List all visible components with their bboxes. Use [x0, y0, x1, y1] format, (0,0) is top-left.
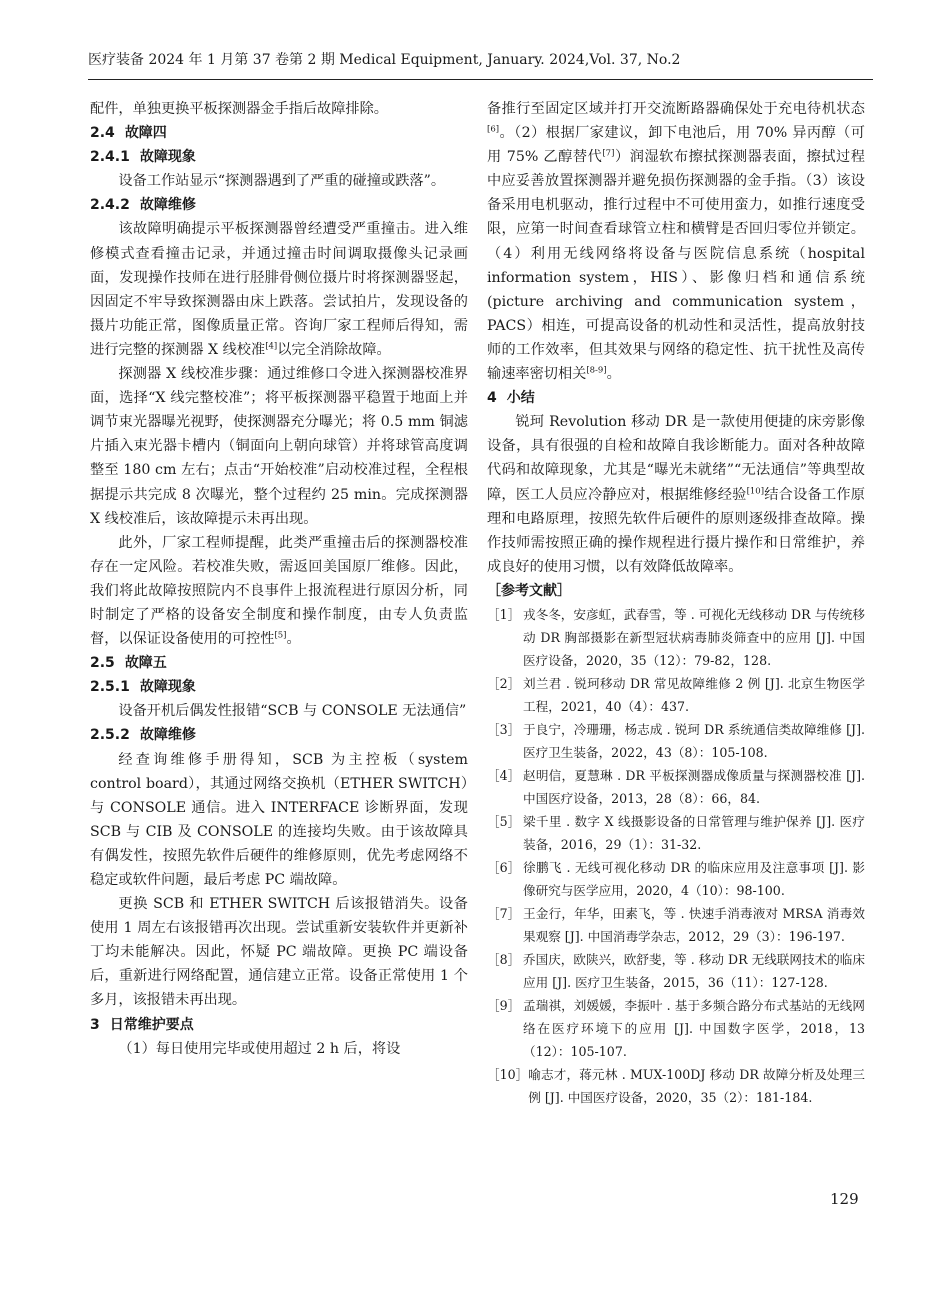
- section-2-5-2-heading: [90, 723, 468, 747]
- reference-item: [487, 672, 865, 718]
- reference-text: 于良宁，冷珊珊，杨志成 . 锐珂 DR 系统通信类故障维修 [J]. 医疗卫生装备，2022，43（8）：105-108.: [523, 721, 865, 760]
- header-rule: [88, 79, 873, 80]
- paragraph-text: 以完全消除故障。: [277, 341, 391, 358]
- reference-text: 孟瑞祺，刘媛媛，李振叶 . 基于多频合路分布式基站的无线网络在医疗环境下的应用 [J]. 中国数字医学，2018，13（12）：105-107.: [523, 997, 865, 1059]
- paragraph: 经查询维修手册得知，SCB 为主控板（system control board），其通过网络交换机（ETHER SWITCH）与 CONSOLE 通信。进入 INTERFACE 诊断界面，发现 SCB 与 CIB 及 CONSOLE 的连接均失败。由于该故障具有偶发性，按照先软件后硬件的维修原则，优先考虑网络不稳定或软件问题，最后考虑 PC 端故障。: [90, 751, 468, 888]
- section-3-heading: [90, 1013, 468, 1037]
- reference-list: [487, 603, 865, 1109]
- citation-ref: [4]: [265, 341, 278, 352]
- running-header: 医疗装备 2024 年 1 月第 37 卷第 2 期 Medical Equipment, January. 2024,Vol. 37, No.2: [88, 52, 681, 68]
- section-title: 故障现象: [139, 149, 196, 166]
- reference-text: 王金行，年华，田素飞，等 . 快速手消毒液对 MRSA 消毒效果观察 [J]. 中国消毒学杂志，2012，29（3）：196-197.: [523, 905, 865, 944]
- section-2-5-heading: [90, 651, 468, 675]
- section-number: 2.5.2: [90, 727, 130, 744]
- reference-text: 戎冬冬，安彦虹，武春雪，等 . 可视化无线移动 DR 与传统移动 DR 胸部摄影在新型冠状病毒肺炎筛查中的应用 [J]. 中国医疗设备，2020，35（12）：79-82，128.: [523, 606, 865, 668]
- reference-number: ［2］: [487, 675, 521, 691]
- paragraph: 探测器 X 线校准步骤：通过维修口令进入探测器校准界面，选择“X 线完整校准”；将平板探测器平稳置于地面上并调节束光器曝光视野，使探测器充分曝光；将 0.5 mm 铜滤片插入束光器卡槽内（铜面向上朝向球管）并将球管高度调整至 180 cm 左右；点击“开始校准”启动校准过程，全程根据提示共完成 8 次曝光，整个过程约 25 min。完成探测器 X 线校准后，该故障提示未再出现。: [90, 366, 468, 527]
- paragraph-text: 备推行至固定区域并打开交流断路器确保处于充电待机状态: [487, 101, 865, 117]
- paragraph: 设备开机后偶发性报错“SCB 与 CONSOLE 无法通信”: [118, 703, 467, 720]
- right-column: [487, 97, 865, 1109]
- reference-number: ［8］: [487, 951, 521, 967]
- citation-ref: [10]: [746, 485, 765, 496]
- paragraph-text: 锐珂 Revolution 移动 DR 是一款使用便捷的床旁影像设备，具有很强的自检和故障自我诊断能力。面对各种故障代码和故障现象，尤其是“曝光未就绪”“无法通信”等典型故障，医工人员应冷静应对，根据维修经验: [487, 414, 865, 503]
- paragraph-text: 。（2）根据厂家建议，卸下电池后，用 70% 异丙醇（可用 75% 乙醇替代: [487, 125, 865, 166]
- paragraph: [487, 410, 865, 579]
- section-4-heading: [487, 386, 865, 410]
- reference-item: [487, 718, 865, 764]
- paragraph: [487, 97, 865, 386]
- paragraph-text: 该故障明确提示平板探测器曾经遭受严重撞击。进入维修模式查看撞击记录，并通过撞击时间调取摄像头记录画面，发现操作技师在进行胫腓骨侧位摄片时将探测器竖起，因固定不牢导致探测器由床上跌落。尝试拍片，发现设备的摄片功能正常，图像质量正常。咨询厂家工程师后得知，需进行完整的探测器 X 线校准: [90, 221, 468, 358]
- reference-text: 徐鹏飞 . 无线可视化移动 DR 的临床应用及注意事项 [J]. 影像研究与医学应用，2020，4（10）：98-100.: [523, 859, 865, 898]
- section-title: 故障维修: [139, 197, 196, 214]
- reference-item: [487, 603, 865, 672]
- paragraph-text: 。: [286, 631, 301, 648]
- section-number: 2.5: [90, 655, 115, 672]
- reference-item: [487, 1063, 865, 1109]
- paragraph: 设备工作站显示“探测器遇到了严重的碰撞或跌落”。: [118, 173, 446, 190]
- section-2-4-1-heading: [90, 145, 468, 169]
- section-2-4-heading: [90, 121, 468, 145]
- reference-number: ［5］: [487, 813, 521, 829]
- continued-paragraph: 配件，单独更换平板探测器金手指后故障排除。: [90, 101, 388, 117]
- section-number: 2.4: [90, 125, 115, 142]
- section-number: 2.4.2: [90, 197, 130, 214]
- reference-text: 赵明信，夏慧琳 . DR 平板探测器成像质量与探测器校准 [J]. 中国医疗设备，2013，28（8）：66，84.: [523, 767, 865, 806]
- paragraph-text: 。: [606, 366, 621, 383]
- paragraph-text: 此外，厂家工程师提醒，此类严重撞击后的探测器校准存在一定风险。若校准失败，需返回美国原厂维修。因此，我们将此故障按照院内不良事件上报流程进行原因分析，同时制定了严格的设备安全制度和操作制度，由专人负责监督，以保证设备使用的可控性: [90, 534, 468, 648]
- reference-number: ［4］: [487, 767, 521, 783]
- left-column: [90, 97, 468, 1061]
- paragraph-text: 结合设备工作原理和电路原理，按照先软件后硬件的原则逐级排查故障。操作技师需按照正确的操作规程进行摄片操作和日常维护，养成良好的使用习惯，以有效降低故障率。: [487, 486, 865, 575]
- section-number: 3: [90, 1016, 100, 1033]
- section-title: 故障现象: [139, 679, 196, 696]
- section-title: 日常维护要点: [109, 1016, 194, 1033]
- references-heading: ［参考文献］: [487, 582, 571, 599]
- paragraph: （1）每日使用完毕或使用超过 2 h 后，将设: [118, 1040, 401, 1057]
- reference-number: ［1］: [487, 606, 521, 622]
- citation-ref: [8-9]: [586, 365, 607, 376]
- citation-ref: [5]: [274, 630, 287, 641]
- reference-text: 梁千里 . 数字 X 线摄影设备的日常管理与维护保养 [J]. 医疗装备，2016，29（1）：31-32.: [523, 813, 865, 852]
- section-title: 故障四: [124, 125, 167, 142]
- reference-item: [487, 764, 865, 810]
- reference-item: [487, 856, 865, 902]
- reference-number: ［3］: [487, 721, 521, 737]
- paragraph: [90, 531, 468, 651]
- reference-item: [487, 902, 865, 948]
- section-title: 故障维修: [139, 727, 196, 744]
- citation-ref: [6]: [487, 124, 500, 135]
- section-number: 2.4.1: [90, 149, 130, 166]
- reference-text: 刘兰君 . 锐珂移动 DR 常见故障维修 2 例 [J]. 北京生物医学工程，2021，40（4）：437.: [523, 675, 865, 714]
- section-2-5-1-heading: [90, 675, 468, 699]
- reference-number: ［7］: [487, 905, 521, 921]
- reference-item: [487, 994, 865, 1063]
- reference-item: [487, 948, 865, 994]
- paragraph: [90, 217, 468, 362]
- reference-text: 乔国庆，欧陕兴，欧舒斐，等 . 移动 DR 无线联网技术的临床应用 [J]. 医疗卫生装备，2015，36（11）：127-128.: [523, 951, 865, 990]
- citation-ref: [7]: [602, 148, 615, 159]
- paragraph-text: ）润湿软布擦拭探测器表面，擦拭过程中应妥善放置探测器并避免损伤探测器的金手指。（3）该设备采用电机驱动，推行过程中不可使用蛮力，如推行速度受限，应第一时间查看球管立柱和横臂是否回归零位并锁定。（4）利用无线网络将设备与医院信息系统（hospital information system，HIS）、影像归档和通信系统(picture archiving and communication system，PACS）相连，可提高设备的机动性和灵活性，提高放射技师的工作效率，但其效果与网络的稳定性、抗干扰性及高传输速率密切相关: [487, 149, 865, 383]
- section-number: 4: [487, 390, 497, 407]
- reference-number: ［10］: [487, 1066, 529, 1082]
- section-2-4-2-heading: [90, 193, 468, 217]
- page-number: 129: [830, 1190, 859, 1208]
- section-title: 小结: [506, 390, 535, 407]
- reference-number: ［6］: [487, 859, 521, 875]
- paragraph: 更换 SCB 和 ETHER SWITCH 后该报错消失。设备使用 1 周左右该报错再次出现。尝试重新安装软件并更新补丁均未能解决。因此，怀疑 PC 端故障。更换 PC 端设备后，重新进行网络配置，通信建立正常。设备正常使用 1 个多月，该报错未再出现。: [90, 896, 468, 1009]
- reference-text: 喻志才，蒋元林 . MUX-100DJ 移动 DR 故障分析及处理三例 [J]. 中国医疗设备，2020，35（2）：181-184.: [528, 1066, 865, 1105]
- reference-number: ［9］: [487, 997, 521, 1013]
- reference-item: [487, 810, 865, 856]
- section-title: 故障五: [124, 655, 167, 672]
- section-number: 2.5.1: [90, 679, 130, 696]
